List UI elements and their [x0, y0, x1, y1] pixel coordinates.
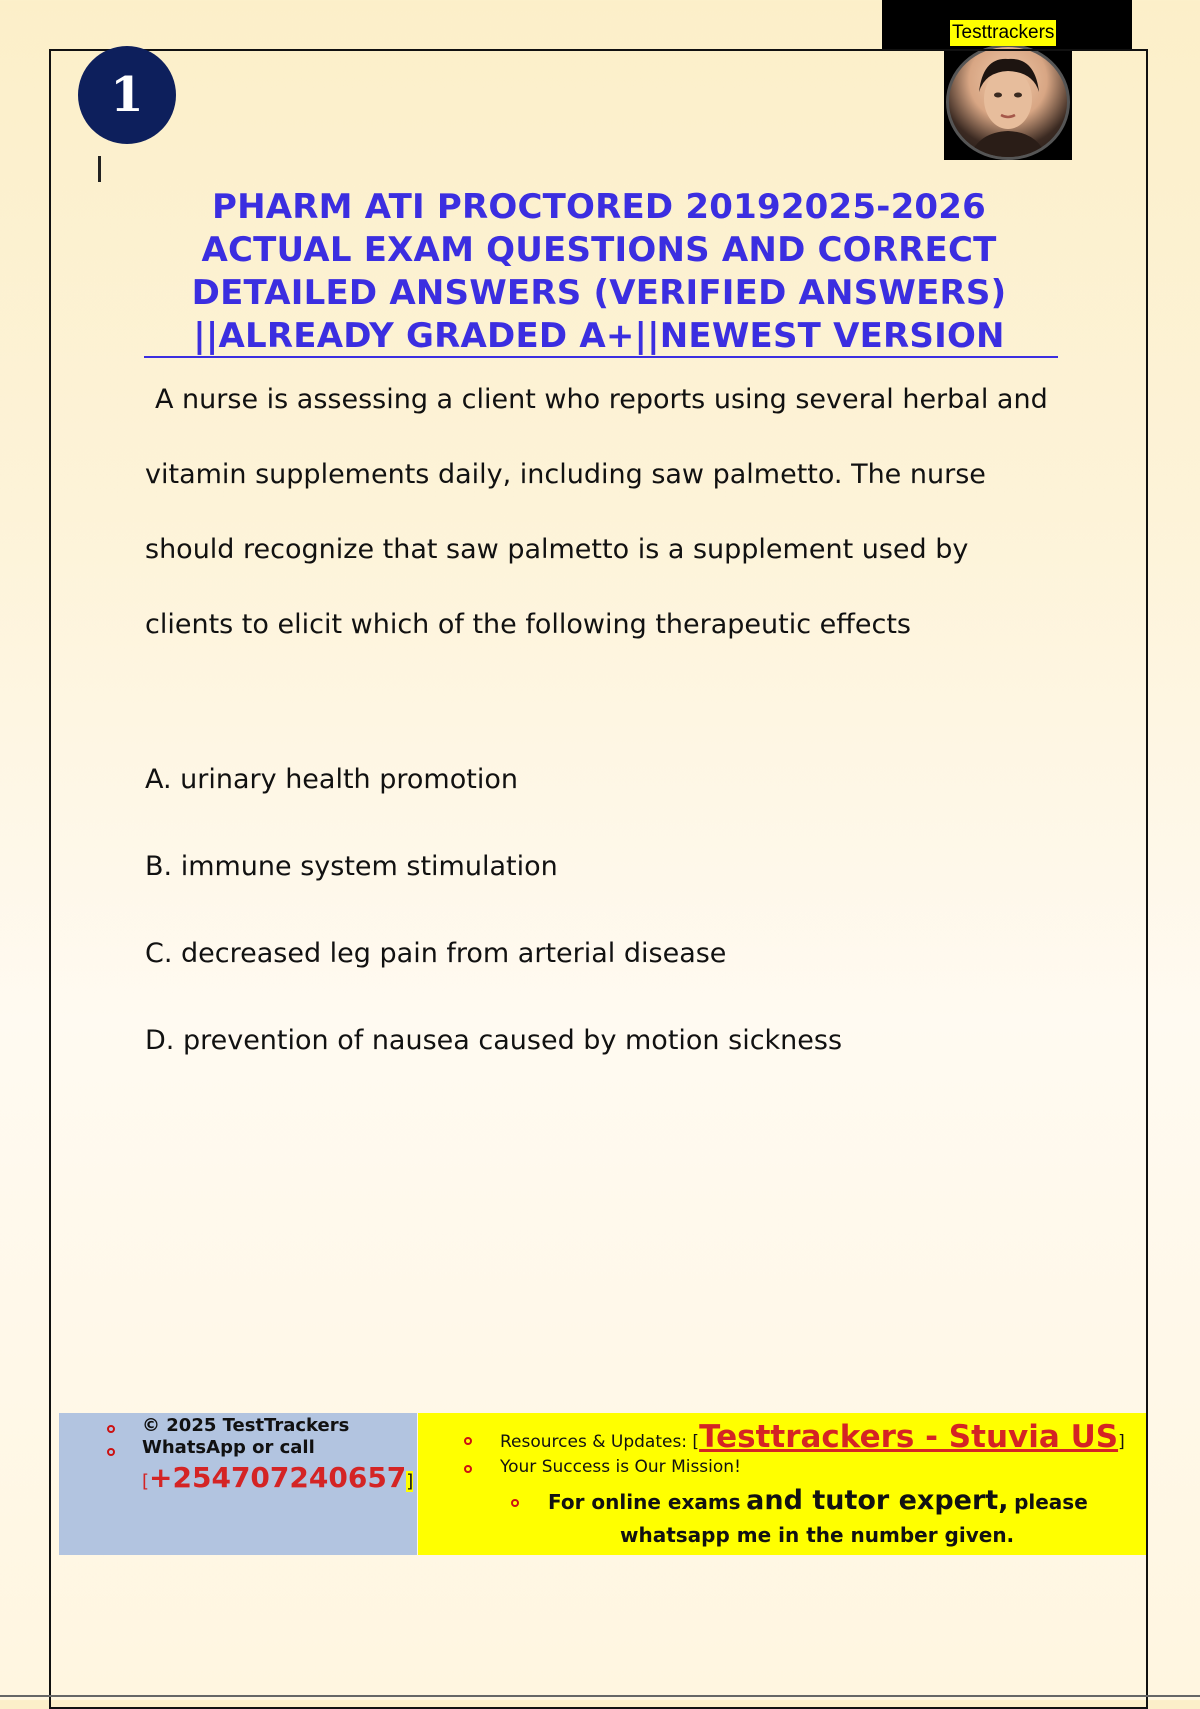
resources-line: Resources & Updates: [Testtrackers - Stuvia US] — [500, 1419, 1125, 1455]
cta-part-3: please — [1014, 1490, 1088, 1514]
document-title: PHARM ATI PROCTORED 20192025-2026 ACTUAL EXAM QUESTIONS AND CORRECT DETAILED ANSWERS (VERIFIED ANSWERS) ||ALREADY GRADED A+||NEWEST VERSION — [191, 187, 1007, 356]
bullet-icon — [511, 1499, 519, 1507]
phone-number[interactable]: [+254707240657] — [142, 1461, 414, 1494]
bullet-icon — [107, 1425, 115, 1433]
cta-line-2: whatsapp me in the number given. — [620, 1523, 1015, 1547]
phone-number-value[interactable]: +254707240657 — [149, 1461, 407, 1494]
question-text: A nurse is assessing a client who reports using several herbal and vitamin supplements daily, including saw palmetto. The nurse should recognize that saw palmetto is a supplement used by clients to elicit which of the following therapeutic effects — [145, 384, 1048, 640]
option-a: A. urinary health promotion — [145, 764, 518, 795]
option-d: D. prevention of nausea caused by motion sickness — [145, 1025, 843, 1056]
whatsapp-label: WhatsApp or call — [142, 1437, 315, 1458]
mission-text: Your Success is Our Mission! — [500, 1457, 741, 1477]
bullet-icon — [464, 1465, 472, 1473]
option-b: B. immune system stimulation — [145, 851, 558, 882]
cta-line-1 — [548, 1485, 1088, 1516]
bullet-icon — [464, 1437, 472, 1445]
option-c: C. decreased leg pain from arterial disease — [145, 938, 727, 969]
page-bottom-rule — [0, 1695, 1200, 1697]
resources-label: Resources & Updates: [ — [500, 1432, 700, 1452]
answer-options — [145, 748, 842, 1096]
copyright-text: © 2025 TestTrackers — [142, 1415, 350, 1436]
footer-contact-panel — [59, 1413, 417, 1555]
text-cursor — [98, 156, 101, 182]
page-number-badge: 1 — [78, 46, 176, 144]
bullet-icon — [107, 1448, 115, 1456]
brand-label: Testtrackers — [950, 20, 1056, 46]
cta-part-2: and tutor expert, — [746, 1485, 1009, 1516]
cta-part-1: For online exams — [548, 1490, 741, 1514]
stuvia-link[interactable]: Testtrackers - Stuvia US — [699, 1419, 1119, 1455]
footer-resources-panel — [418, 1413, 1146, 1555]
title-underline — [144, 356, 1058, 358]
